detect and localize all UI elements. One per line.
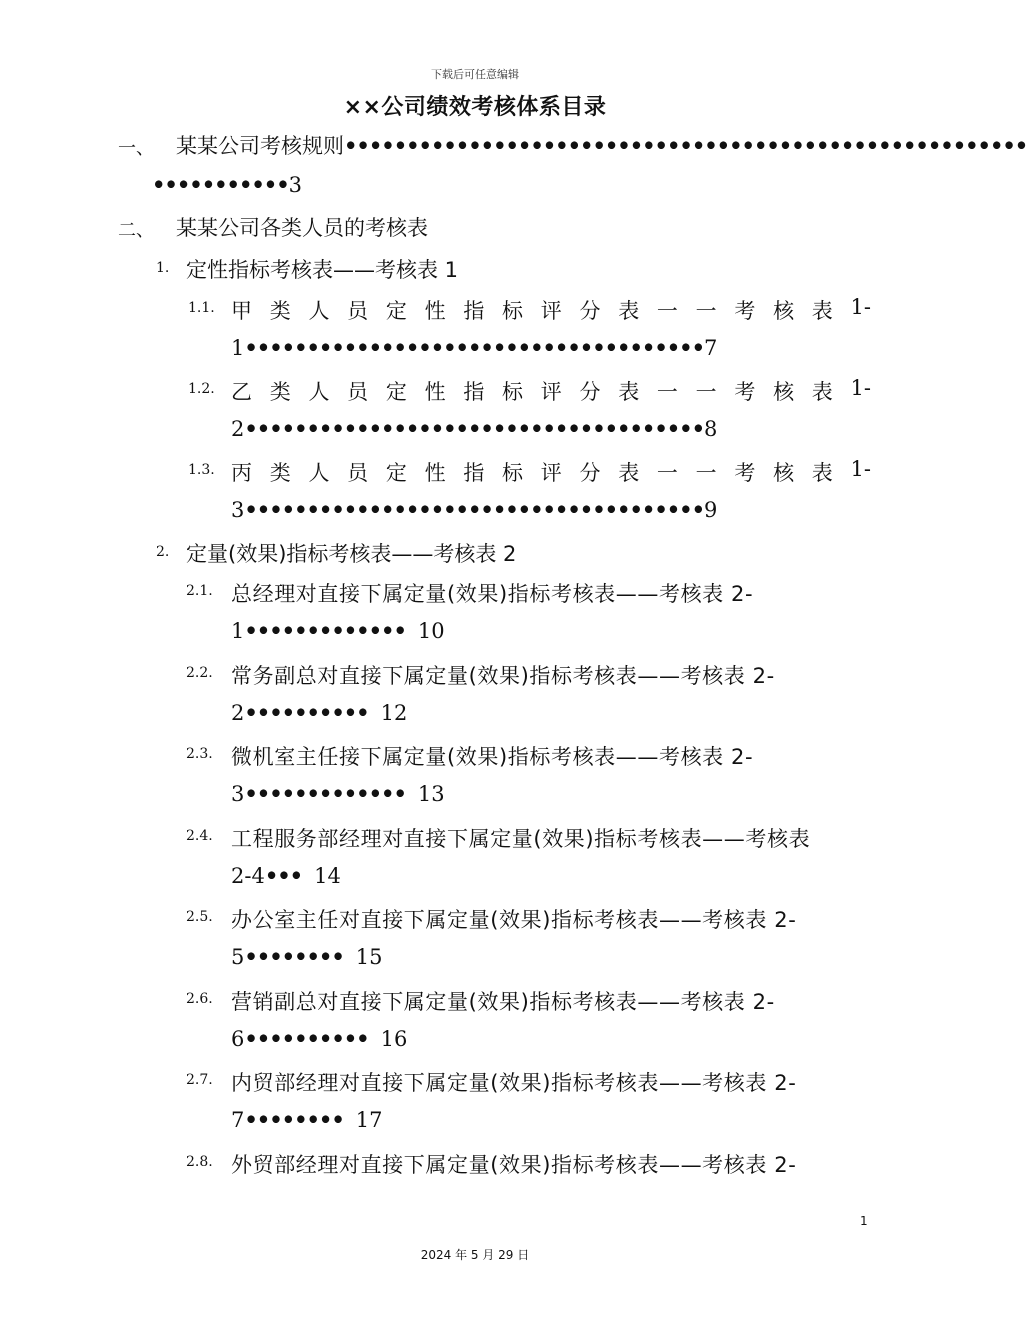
item-code-suffix: 6 bbox=[231, 1026, 245, 1051]
toc-entry-text: 总经理对直接下属定量(效果)指标考核表——考核表 2- bbox=[231, 582, 754, 606]
toc-entry-char: 考 bbox=[734, 380, 756, 404]
leader-dots: •••••••••• bbox=[244, 699, 369, 725]
toc-entry-tables[interactable] bbox=[176, 212, 428, 242]
page-number: 14 bbox=[314, 863, 341, 888]
page-number: 13 bbox=[417, 782, 445, 806]
toc-entry-item-cont bbox=[231, 944, 383, 969]
toc-entry-char: 员 bbox=[347, 380, 369, 404]
toc-entry-item-cont bbox=[231, 416, 717, 441]
toc-entry-text: 营销副总对直接下属定量(效果)指标考核表——考核表 2- bbox=[231, 989, 775, 1014]
item-code-suffix: 7 bbox=[231, 1108, 245, 1132]
item-code-suffix: 3 bbox=[231, 498, 245, 522]
toc-entry-item-cont bbox=[231, 781, 445, 806]
toc-entry-char: 表 bbox=[618, 299, 640, 323]
leader-dots: ••••••••••••••••••••••••••••••••••••• bbox=[244, 335, 705, 360]
toc-entry-item-cont bbox=[231, 863, 341, 888]
toc-entry-item-cont bbox=[231, 497, 717, 522]
toc-entry-char: 标 bbox=[502, 299, 524, 323]
toc-entry-text: 外贸部经理对直接下属定量(效果)指标考核表——考核表 2- bbox=[231, 1152, 797, 1177]
subsection-number: 2. bbox=[156, 544, 170, 560]
item-number: 2.2. bbox=[186, 664, 213, 681]
toc-entry-char: 性 bbox=[424, 380, 446, 404]
toc-entry-quantitative[interactable] bbox=[186, 538, 516, 568]
toc-entry-text: 办公室主任对直接下属定量(效果)指标考核表——考核表 2- bbox=[231, 908, 797, 932]
toc-entry-qualitative[interactable] bbox=[186, 254, 458, 284]
item-code-suffix: 1 bbox=[231, 619, 245, 643]
item-number: 2.6. bbox=[186, 990, 213, 1007]
toc-entry-item[interactable] bbox=[231, 660, 775, 690]
item-number: 2.5. bbox=[186, 909, 213, 925]
toc-entry-item[interactable] bbox=[231, 986, 775, 1016]
toc-entry-char: 性 bbox=[424, 461, 446, 485]
leader-dots: •••••••• bbox=[244, 1107, 344, 1132]
toc-entry-char: 核 bbox=[773, 299, 795, 323]
toc-entry-char: 乙 bbox=[231, 380, 252, 404]
toc-entry-char: 表 bbox=[811, 299, 833, 323]
toc-entry-item[interactable] bbox=[231, 1067, 796, 1097]
toc-entry-char: 性 bbox=[424, 299, 446, 323]
toc-entry-char: 表 bbox=[618, 461, 640, 485]
leader-dots: ••••••••••• bbox=[152, 172, 289, 197]
item-code-suffix: 1 bbox=[231, 336, 245, 360]
toc-entry-char: 一 bbox=[695, 299, 717, 323]
toc-entry-item[interactable] bbox=[231, 578, 753, 608]
item-code-suffix: 2 bbox=[231, 700, 245, 725]
toc-entry-text: 工程服务部经理对直接下属定量(效果)指标考核表——考核表 bbox=[231, 826, 811, 851]
toc-entry-char: 1- bbox=[850, 376, 871, 400]
toc-entry-char: 员 bbox=[347, 299, 369, 323]
page-header-note: 下载后可任意编辑 bbox=[431, 68, 519, 81]
toc-entry-char: 一 bbox=[656, 461, 678, 485]
leader-dots: ••••••••••••• bbox=[244, 618, 406, 643]
toc-entry-item-cont bbox=[231, 335, 717, 360]
toc-entry-text: 某某公司各类人员的考核表 bbox=[176, 216, 428, 240]
item-number: 1.1. bbox=[188, 300, 215, 316]
item-number: 1.3. bbox=[188, 462, 215, 478]
toc-entry-char: 定 bbox=[385, 380, 407, 404]
leader-dots: ••••••••••••••••••••••••••••••••••••• bbox=[244, 497, 705, 522]
toc-entry-char: 1- bbox=[850, 457, 871, 481]
toc-entry-char: 分 bbox=[579, 299, 601, 323]
toc-entry-char: 类 bbox=[269, 461, 291, 485]
page-number: 8 bbox=[704, 417, 718, 441]
toc-entry-char: 核 bbox=[773, 461, 795, 485]
page-number: 12 bbox=[380, 700, 408, 725]
toc-entry-char: 指 bbox=[463, 380, 485, 404]
toc-entry-char: 丙 bbox=[231, 461, 252, 485]
item-number: 1.2. bbox=[188, 381, 215, 397]
toc-entry-item[interactable] bbox=[231, 376, 871, 406]
toc-entry-rules-cont bbox=[152, 172, 302, 197]
toc-entry-char: 指 bbox=[463, 461, 485, 485]
subsection-number: 1. bbox=[156, 260, 170, 276]
page-number: 17 bbox=[355, 1108, 383, 1132]
toc-entry-char: 一 bbox=[695, 380, 717, 404]
toc-entry-char: 评 bbox=[540, 299, 562, 323]
leader-dots: ••••••••••••• bbox=[244, 781, 406, 806]
page-number: 9 bbox=[704, 498, 718, 522]
toc-entry-char: 分 bbox=[579, 461, 601, 485]
toc-entry-char: 表 bbox=[618, 380, 640, 404]
toc-entry-item[interactable] bbox=[231, 295, 871, 325]
item-number: 2.7. bbox=[186, 1072, 213, 1088]
toc-entry-char: 分 bbox=[579, 380, 601, 404]
toc-entry-item[interactable] bbox=[231, 904, 796, 934]
toc-entry-text: 定量(效果)指标考核表——考核表 2 bbox=[186, 542, 517, 566]
toc-entry-char: 人 bbox=[308, 380, 330, 404]
page-number: 3 bbox=[288, 173, 303, 197]
item-code-suffix: 2 bbox=[231, 417, 245, 441]
toc-entry-rules[interactable] bbox=[176, 130, 1027, 160]
toc-entry-char: 类 bbox=[269, 380, 291, 404]
toc-entry-text: 内贸部经理对直接下属定量(效果)指标考核表——考核表 2- bbox=[231, 1071, 797, 1095]
section-number: 一、 bbox=[118, 138, 154, 159]
toc-entry-item-cont bbox=[231, 700, 407, 725]
toc-entry-item[interactable] bbox=[231, 1149, 796, 1179]
section-number: 二、 bbox=[118, 220, 154, 241]
toc-entry-char: 定 bbox=[385, 299, 407, 323]
toc-entry-char: 一 bbox=[656, 299, 678, 323]
toc-entry-char: 一 bbox=[695, 461, 717, 485]
leader-dots: •••••••• bbox=[244, 944, 344, 969]
toc-entry-text: 常务副总对直接下属定量(效果)指标考核表——考核表 2- bbox=[231, 663, 775, 688]
toc-entry-char: 人 bbox=[308, 299, 330, 323]
toc-entry-char: 员 bbox=[347, 461, 369, 485]
footer-page-number: 1 bbox=[860, 1214, 868, 1228]
toc-entry-char: 甲 bbox=[231, 299, 252, 323]
toc-entry-item-cont bbox=[231, 1107, 383, 1132]
item-number: 2.1. bbox=[186, 583, 213, 599]
toc-entry-item-cont bbox=[231, 618, 445, 643]
footer-date: 2024 年 5 月 29 日 bbox=[420, 1248, 530, 1262]
toc-entry-char: 评 bbox=[540, 461, 562, 485]
toc-entry-char: 标 bbox=[502, 461, 524, 485]
item-number: 2.4. bbox=[186, 827, 213, 844]
item-code-suffix: 3 bbox=[231, 782, 245, 806]
leader-dots: ••••••••••••••••••••••••••••••••••••••••••••••••••••••• bbox=[344, 133, 1027, 158]
document-title: ××公司绩效考核体系目录 bbox=[343, 95, 607, 120]
toc-entry-text: 定性指标考核表——考核表 1 bbox=[186, 258, 459, 282]
item-code-suffix: 5 bbox=[231, 945, 245, 969]
toc-entry-text: 微机室主任接下属定量(效果)指标考核表——考核表 2- bbox=[231, 745, 754, 769]
toc-entry-char: 表 bbox=[811, 461, 833, 485]
toc-entry-char: 定 bbox=[385, 461, 407, 485]
page-number: 7 bbox=[704, 336, 718, 360]
toc-entry-char: 指 bbox=[463, 299, 485, 323]
toc-entry-char: 评 bbox=[540, 380, 562, 404]
toc-entry-char: 标 bbox=[502, 380, 524, 404]
page-number: 15 bbox=[355, 945, 383, 969]
page-number: 16 bbox=[380, 1026, 408, 1051]
toc-entry-char: 表 bbox=[811, 380, 833, 404]
item-number: 2.3. bbox=[186, 746, 213, 762]
toc-entry-item[interactable] bbox=[231, 457, 871, 487]
page-number: 10 bbox=[417, 619, 445, 643]
toc-entry-char: 核 bbox=[773, 380, 795, 404]
item-code-suffix: 2-4 bbox=[231, 863, 265, 888]
leader-dots: •••••••••• bbox=[244, 1025, 369, 1051]
toc-entry-char: 类 bbox=[269, 299, 291, 323]
toc-entry-item[interactable] bbox=[231, 741, 753, 771]
toc-entry-text: 某某公司考核规则 bbox=[176, 134, 344, 158]
leader-dots: ••••••••••••••••••••••••••••••••••••• bbox=[244, 416, 705, 441]
toc-entry-char: 人 bbox=[308, 461, 330, 485]
leader-dots: ••• bbox=[264, 862, 303, 888]
toc-entry-char: 考 bbox=[734, 299, 756, 323]
toc-entry-char: 考 bbox=[734, 461, 756, 485]
toc-entry-item-cont bbox=[231, 1026, 407, 1051]
toc-entry-item[interactable] bbox=[231, 823, 810, 853]
toc-entry-char: 1- bbox=[850, 295, 871, 319]
toc-entry-char: 一 bbox=[656, 380, 678, 404]
item-number: 2.8. bbox=[186, 1153, 213, 1170]
